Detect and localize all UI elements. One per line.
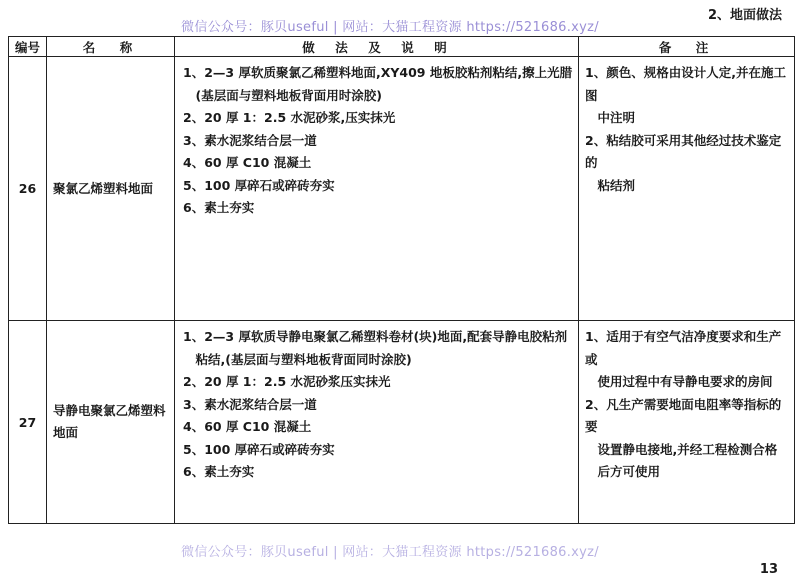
method-line: 4、60 厚 C10 混凝土 (183, 155, 312, 170)
method-line: 粘结,(基层面与塑料地板背面同时涂胶) (183, 351, 412, 367)
remark-line: 1、适用于有空气洁净度要求和生产或 (585, 329, 782, 367)
method-line: 3、素水泥浆结合层一道 (183, 396, 317, 412)
remark-line: 设置静电接地,并经工程检测合格 (585, 441, 778, 457)
remark-line: 中注明 (585, 110, 636, 125)
method-line: 4、60 厚 C10 混凝土 (183, 419, 312, 434)
method-cell (175, 321, 579, 524)
row-name: 导静电聚氯乙烯塑料地面 (47, 321, 175, 524)
remark-line: 1、颜色、规格由设计人定,并在施工图 (585, 65, 786, 103)
page-number: 13 (759, 562, 778, 577)
header-remark: 备 注 (579, 37, 795, 57)
method-line: 2、20 厚 1：2.5 水泥砂浆压实抹光 (183, 374, 391, 389)
method-line: 1、2—3 厚软质聚氯乙稀塑料地面,XY409 地板胶粘剂粘结,擦上光腊 (183, 65, 573, 80)
method-line: 6、素土夯实 (183, 464, 255, 479)
method-line: 5、100 厚碎石或碎砖夯实 (183, 441, 335, 457)
table-row (9, 57, 795, 321)
row-number: 26 (9, 57, 47, 321)
row-number: 27 (9, 321, 47, 524)
remark-line: 2、凡生产需要地面电阻率等指标的要 (585, 396, 782, 434)
table-row (9, 321, 795, 524)
remark-line: 粘结剂 (585, 177, 636, 193)
header-name: 名 称 (47, 37, 175, 57)
header-no: 编号 (9, 37, 47, 57)
remark-cell (579, 57, 795, 321)
watermark-top: 微信公众号：豚贝useful | 网站：大猫工程资源 https://521686.xyz/ (181, 20, 599, 35)
method-line: 5、100 厚碎石或碎砖夯实 (183, 177, 335, 193)
method-line: 3、素水泥浆结合层一道 (183, 132, 317, 148)
remark-line: 使用过程中有导静电要求的房间 (585, 374, 773, 389)
remark-line: 2、粘结胶可采用其他经过技术鉴定的 (585, 132, 782, 170)
header-method: 做 法 及 说 明 (175, 37, 579, 57)
method-cell (175, 57, 579, 321)
method-line: 2、20 厚 1：2.5 水泥砂浆,压实抹光 (183, 110, 396, 125)
watermark-bottom: 微信公众号：豚贝useful | 网站：大猫工程资源 https://521686.xyz/ (181, 545, 599, 560)
method-line: (基层面与塑料地板背面用时涂胶) (183, 87, 382, 103)
section-title: 2、地面做法 (707, 8, 782, 23)
remark-cell (579, 321, 795, 524)
method-line: 1、2—3 厚软质导静电聚氯乙稀塑料卷材(块)地面,配套导静电胶粘剂 (183, 329, 568, 344)
row-name: 聚氯乙烯塑料地面 (47, 57, 175, 321)
remark-line: 后方可使用 (585, 464, 661, 479)
table-header-row (9, 37, 795, 57)
floor-method-table (8, 36, 795, 524)
method-line: 6、素土夯实 (183, 200, 255, 215)
